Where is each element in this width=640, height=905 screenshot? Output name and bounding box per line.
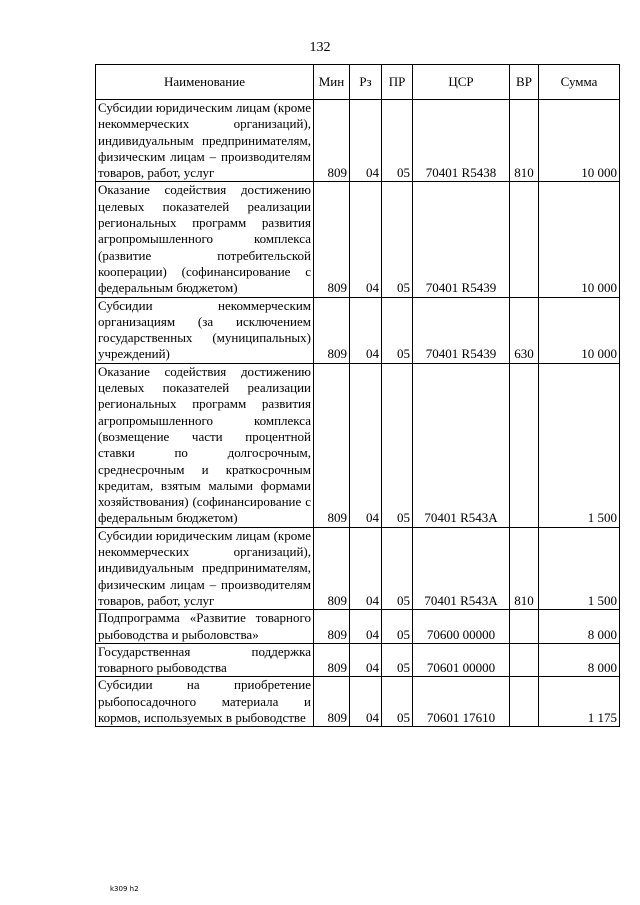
table-row [96, 363, 620, 527]
row-name: Государственная поддержка товарного рыбоводства [96, 643, 314, 677]
row-sum: 1 175 [539, 677, 620, 727]
row-sum: 8 000 [539, 643, 620, 677]
row-rz: 04 [350, 100, 382, 182]
row-rz: 04 [350, 363, 382, 527]
row-csr: 70401 R5439 [413, 297, 510, 363]
page-number: 132 [309, 40, 331, 55]
header-row [96, 65, 620, 100]
row-csr: 70601 00000 [413, 643, 510, 677]
row-rz: 04 [350, 610, 382, 644]
row-sum: 10 000 [539, 100, 620, 182]
row-pr: 05 [382, 677, 413, 727]
header-rz: Рз [350, 65, 382, 100]
row-vr: 630 [510, 297, 539, 363]
header-min: Мин [314, 65, 350, 100]
row-sum: 1 500 [539, 527, 620, 609]
row-vr: 810 [510, 100, 539, 182]
table-row [96, 677, 620, 727]
row-name: Оказание содействия достижению целевых показателей реализации региональных программ развития агропромышленного комплекса (развитие потребительской кооперации) (софинансирование с федеральным бюджетом) [96, 182, 314, 297]
row-name: Оказание содействия достижению целевых показателей реализации региональных программ развития агропромышленного комплекса (возмещение части процентной ставки по долгосрочным, среднесрочным и краткосрочным кредитам, взятым малыми формами хозяйствования) (софинансирование с федеральным бюджетом) [96, 363, 314, 527]
row-csr: 70401 R5439 [413, 182, 510, 297]
row-csr: 70601 17610 [413, 677, 510, 727]
row-name: Субсидии на приобретение рыбопосадочного материала и кормов, используемых в рыбоводстве [96, 677, 314, 727]
row-min: 809 [314, 610, 350, 644]
row-name: Подпрограмма «Развитие товарного рыбоводства и рыболовства» [96, 610, 314, 644]
row-min: 809 [314, 527, 350, 609]
row-vr [510, 610, 539, 644]
row-min: 809 [314, 363, 350, 527]
footer-code: k309 h2 [110, 885, 139, 893]
row-csr: 70401 R543A [413, 363, 510, 527]
header-csr: ЦСР [413, 65, 510, 100]
row-pr: 05 [382, 363, 413, 527]
table-row [96, 643, 620, 677]
row-csr: 70600 00000 [413, 610, 510, 644]
row-rz: 04 [350, 527, 382, 609]
header-pr: ПР [382, 65, 413, 100]
row-min: 809 [314, 182, 350, 297]
row-vr [510, 643, 539, 677]
row-name: Субсидии юридическим лицам (кроме некоммерческих организаций), индивидуальным предпринимателям, физическим лицам – производителям товаров, работ, услуг [96, 100, 314, 182]
row-pr: 05 [382, 100, 413, 182]
row-min: 809 [314, 643, 350, 677]
row-min: 809 [314, 100, 350, 182]
row-vr [510, 182, 539, 297]
row-csr: 70401 R5438 [413, 100, 510, 182]
row-pr: 05 [382, 610, 413, 644]
budget-table [95, 64, 620, 727]
row-sum: 10 000 [539, 297, 620, 363]
header-sum: Сумма [539, 65, 620, 100]
row-rz: 04 [350, 643, 382, 677]
row-pr: 05 [382, 643, 413, 677]
row-min: 809 [314, 677, 350, 727]
table-row [96, 100, 620, 182]
table-row [96, 297, 620, 363]
row-vr [510, 363, 539, 527]
row-sum: 8 000 [539, 610, 620, 644]
row-pr: 05 [382, 182, 413, 297]
row-sum: 1 500 [539, 363, 620, 527]
table-row [96, 610, 620, 644]
row-csr: 70401 R543A [413, 527, 510, 609]
row-rz: 04 [350, 182, 382, 297]
row-name: Субсидии некоммерческим организациям (за исключением государственных (муниципальных) учреждений) [96, 297, 314, 363]
row-rz: 04 [350, 297, 382, 363]
row-name: Субсидии юридическим лицам (кроме некоммерческих организаций), индивидуальным предпринимателям, физическим лицам – производителям товаров, работ, услуг [96, 527, 314, 609]
row-rz: 04 [350, 677, 382, 727]
row-pr: 05 [382, 297, 413, 363]
row-pr: 05 [382, 527, 413, 609]
header-name: Наименование [96, 65, 314, 100]
table-row [96, 527, 620, 609]
row-min: 809 [314, 297, 350, 363]
row-sum: 10 000 [539, 182, 620, 297]
row-vr [510, 677, 539, 727]
row-vr: 810 [510, 527, 539, 609]
table-row [96, 182, 620, 297]
header-vr: ВР [510, 65, 539, 100]
